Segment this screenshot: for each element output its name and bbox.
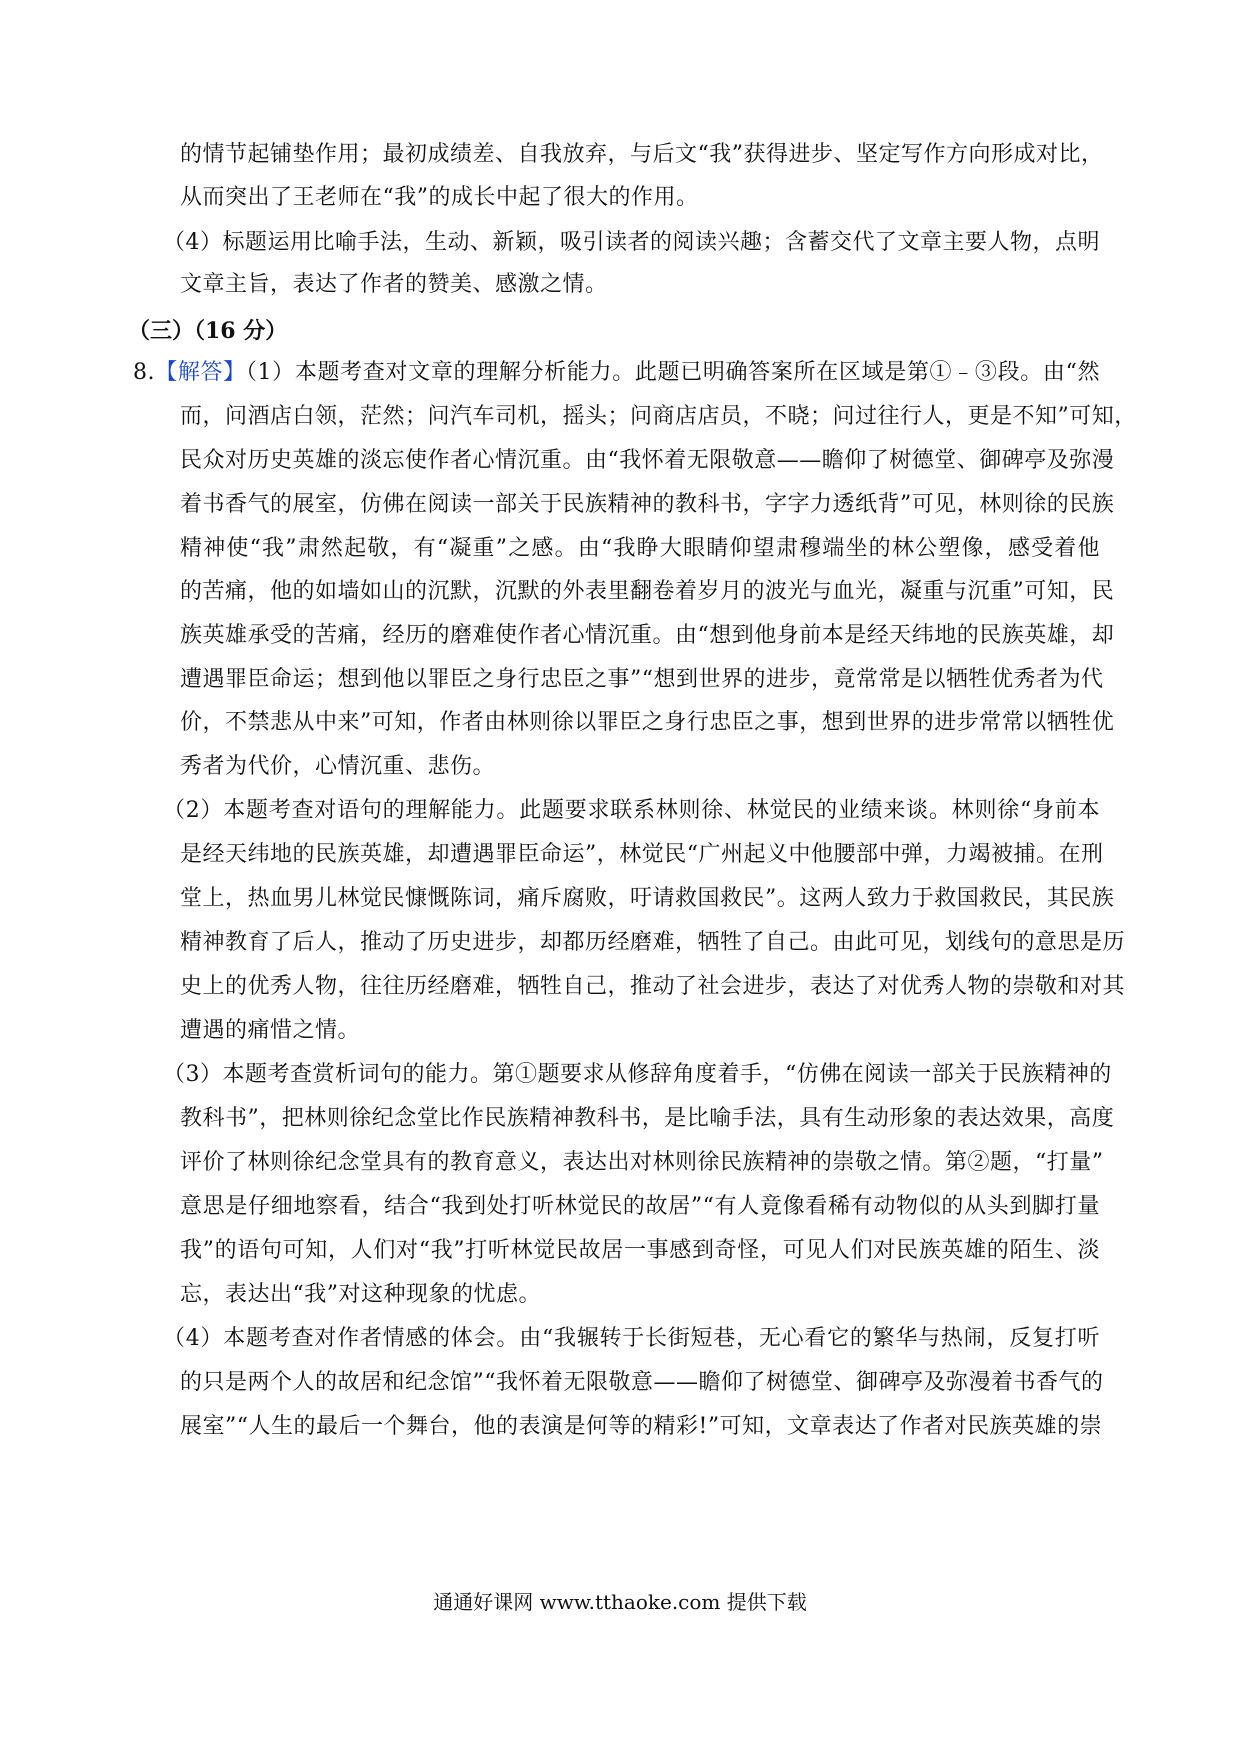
text-line: 的情节起铺垫作用；最初成绩差、自我放弃，与后文“我”获得进步、坚定写作方向形成对比， bbox=[180, 142, 1104, 167]
text-line: 的苦痛，他的如墙如山的沉默，沉默的外表里翻卷着岁月的波光与血光，凝重与沉重”可知，民 bbox=[180, 579, 1115, 604]
text-line: 精神使“我”肃然起敬，有“凝重”之感。由“我睁大眼睛仰望肃穆端坐的林公塑像，感受着他 bbox=[180, 536, 1100, 561]
question-8-first-line bbox=[133, 358, 1100, 388]
text-line: 意思是仔细地察看，结合“我到处打听林觉民的故居”“有人竟像看稀有动物似的从头到脚打量 bbox=[180, 1194, 1100, 1219]
text-line: 史上的优秀人物，往往历经磨难，牺牲自己，推动了社会进步，表达了对优秀人物的崇敬和对其 bbox=[180, 974, 1126, 999]
text-line: 民众对历史英雄的淡忘使作者心情沉重。由“我怀着无限敬意——瞻仰了树德堂、御碑亭及弥漫 bbox=[180, 448, 1115, 473]
text-line: 而，问酒店白领，茫然；问汽车司机，摇头；问商店店员，不晓；问过往行人，更是不知”可知， bbox=[180, 404, 1137, 429]
text-line: （3）本题考查赏析词句的能力。第①题要求从修辞角度着手，“仿佛在阅读一部关于民族精神的 bbox=[163, 1062, 1112, 1087]
text-line: 我”的语句可知，人们对“我”打听林觉民故居一事感到奇怪，可见人们对民族英雄的陌生、淡 bbox=[180, 1238, 1100, 1263]
text-line: 教科书”，把林则徐纪念堂比作民族精神教科书，是比喻手法，具有生动形象的表达效果，高度 bbox=[180, 1106, 1115, 1131]
text-line: 忘，表达出“我”对这种现象的忧虑。 bbox=[180, 1282, 541, 1307]
answer-tag: 【解答】 bbox=[155, 360, 246, 385]
text-line: 遭遇罪臣命运；想到他以罪臣之身行忠臣之事”“想到世界的进步，竟常常是以牺牲优秀者为代 bbox=[180, 667, 1104, 692]
text-line: 文章主旨，表达了作者的赞美、感激之情。 bbox=[180, 272, 608, 297]
text-line: 从而突出了王老师在“我”的成长中起了很大的作用。 bbox=[180, 185, 699, 210]
text-line: 堂上，热血男儿林觉民慷慨陈词，痛斥腐败，吁请救国救民”。这两人致力于救国救民，其民族 bbox=[180, 886, 1115, 911]
page-footer: 通通好课网 www.tthaoke.com 提供下载 bbox=[433, 1590, 807, 1614]
text-line: 族英雄承受的苦痛，经历的磨难使作者心情沉重。由“想到他身前本是经天纬地的民族英雄，却 bbox=[180, 623, 1115, 648]
section-heading: （三）（16 分） bbox=[128, 318, 288, 344]
text-line: 价，不禁悲从中来”可知，作者由林则徐以罪臣之身行忠臣之事，想到世界的进步常常以牺牲优 bbox=[180, 710, 1115, 735]
text-line: 精神教育了后人，推动了历史进步，却都历经磨难，牺牲了自己。由此可见，划线句的意思是历 bbox=[180, 930, 1126, 955]
question-text: （1）本题考查对文章的理解分析能力。此题已明确答案所在区域是第①﹣③段。由“然 bbox=[245, 360, 1100, 385]
text-line: （4）标题运用比喻手法，生动、新颖，吸引读者的阅读兴趣；含蓄交代了文章主要人物，点明 bbox=[163, 230, 1101, 255]
text-line: 的只是两个人的故居和纪念馆”“我怀着无限敬意——瞻仰了树德堂、御碑亭及弥漫着书香气的 bbox=[180, 1370, 1104, 1395]
text-line: 着书香气的展室，仿佛在阅读一部关于民族精神的教科书，字字力透纸背”可见，林则徐的民族 bbox=[180, 492, 1115, 517]
text-line: （4）本题考查对作者情感的体会。由“我辗转于长街短巷，无心看它的繁华与热闹，反复打听 bbox=[163, 1326, 1100, 1351]
text-line: 是经天纬地的民族英雄，却遭遇罪臣命运”，林觉民“广州起义中他腰部中弹，力竭被捕。在刑 bbox=[180, 842, 1104, 867]
text-line: 遭遇的痛惜之情。 bbox=[180, 1018, 361, 1043]
text-line: 评价了林则徐纪念堂具有的教育意义，表达出对林则徐民族精神的崇敬之情。第②题，“打量” bbox=[180, 1150, 1104, 1175]
text-line: （2）本题考查对语句的理解能力。此题要求联系林则徐、林觉民的业绩来谈。林则徐“身前本 bbox=[163, 798, 1100, 823]
question-number: 8. bbox=[133, 360, 155, 385]
text-line: 秀者为代价，心情沉重、悲伤。 bbox=[180, 754, 496, 779]
text-line: 展室”“人生的最后一个舞台，他的表演是何等的精彩!”可知，文章表达了作者对民族英雄的崇 bbox=[180, 1414, 1103, 1439]
